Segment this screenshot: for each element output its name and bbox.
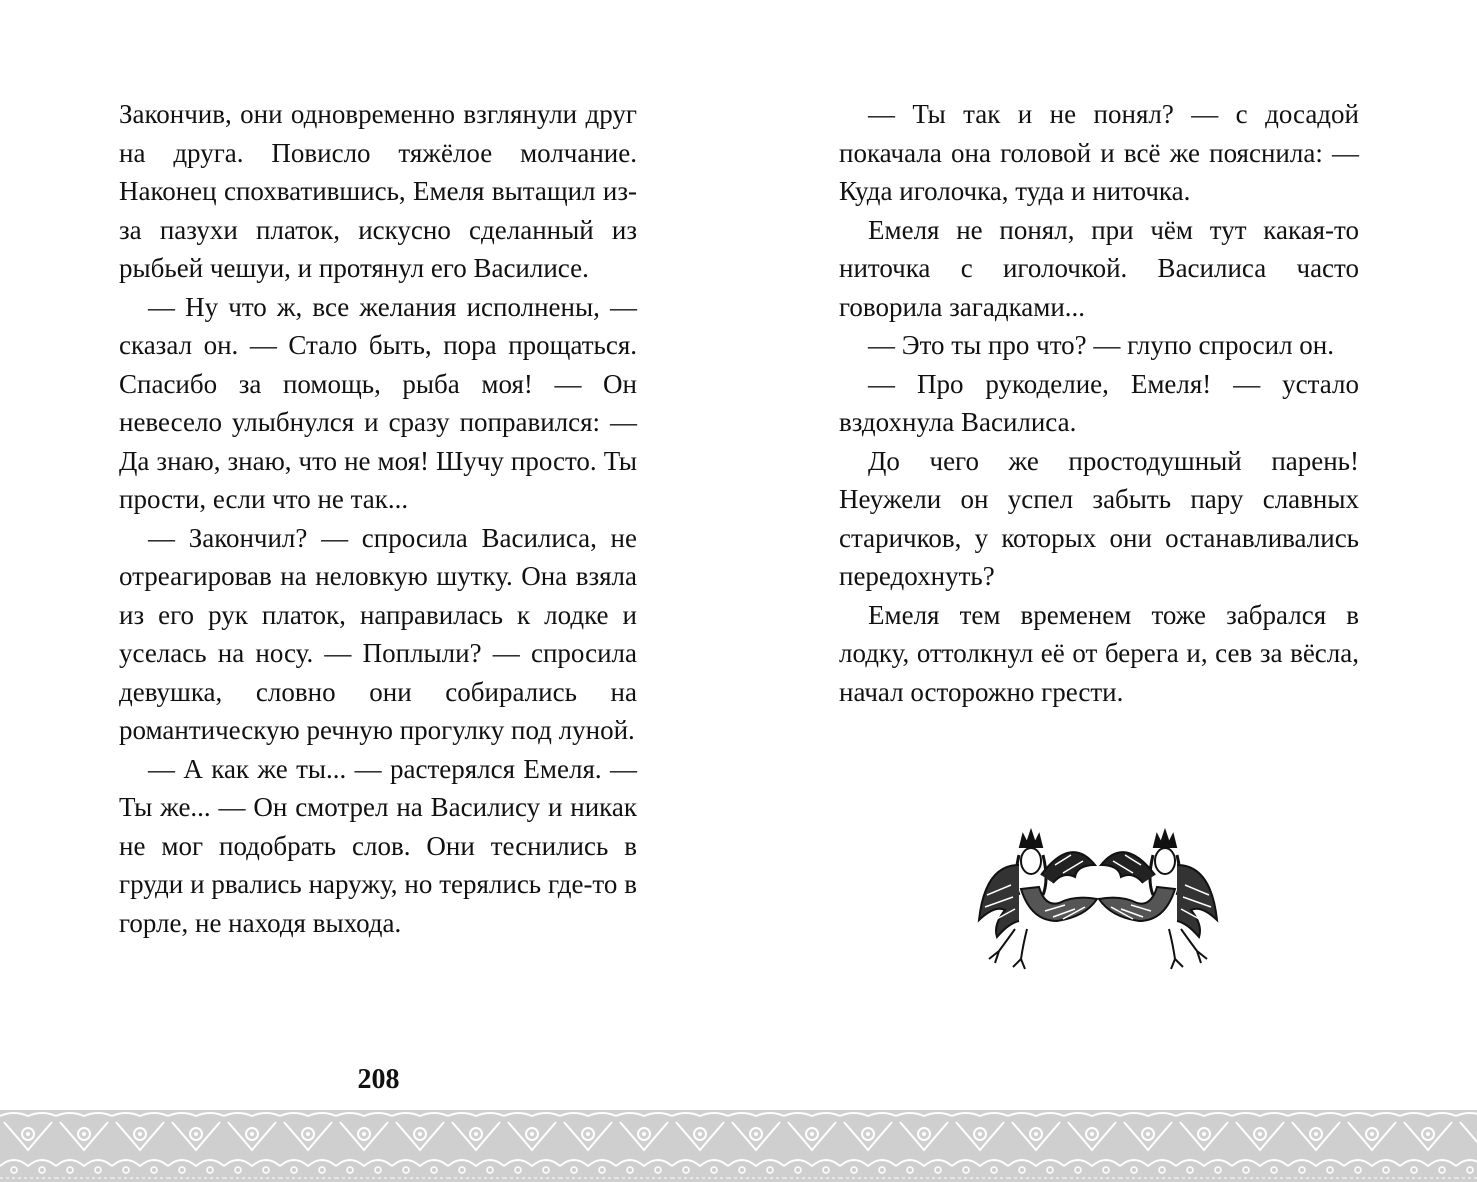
paragraph: — Ты так и не понял? — с досадой покачала она головой и всё же пояснила: — Куда иголочка, туда и ниточка. bbox=[839, 99, 1359, 206]
left-page-text bbox=[119, 95, 637, 942]
lace-border-decoration bbox=[0, 1110, 1477, 1182]
paragraph: Емеля тем временем тоже забрался в лодку, оттолкнул её от берега и, сев за вёсла, начал осторожно грести. bbox=[839, 599, 1359, 707]
paragraph: — Ну что ж, все желания исполнены, — сказал он. — Стало быть, пора прощаться. Спасибо за помощь, рыба моя! — Он невесело улыбнулся и сразу поправился: — Да знаю, знаю, что не моя! Шучу просто. Ты прости, если что не так... bbox=[119, 291, 637, 514]
sirin-birds-ornament-icon bbox=[975, 825, 1221, 971]
paragraph: — Закончил? — спросила Василиса, не отреагировав на неловкую шутку. Она взяла из его рук платок, направилась к лодке и уселась на носу. — Поплыли? — спросила девушка, словно они собирались на романтическую речную прогулку под луной. bbox=[119, 522, 637, 745]
paragraph: — Это ты про что? — глупо спросил он. bbox=[868, 330, 1335, 360]
paragraph: Емеля не понял, при чём тут какая-то ниточка с иголочкой. Василиса часто говорила загадками... bbox=[839, 214, 1359, 322]
paragraph: — Про рукоделие, Емеля! — устало вздохнула Василиса. bbox=[839, 368, 1359, 437]
paragraph: До чего же простодушный парень! Неужели он успел забыть пару славных старичков, у которых они останавливались передохнуть? bbox=[839, 445, 1359, 591]
paragraph: Закончив, они одновременно взглянули друг на друга. Повисло тяжёлое молчание. Наконец спохватившись, Емеля вытащил из-за пазухи платок, искусно сделанный из рыбьей чешуи, и протянул его Василисе. bbox=[119, 99, 637, 283]
page-number: 208 bbox=[357, 1064, 400, 1095]
right-page-text bbox=[839, 95, 1359, 711]
paragraph: — А как же ты... — растерялся Емеля. — Ты же... — Он смотрел на Василису и никак не мог подобрать слов. Они теснились в груди и рвались наружу, но терялись где-то в горле, не находя выхода. bbox=[119, 753, 637, 938]
